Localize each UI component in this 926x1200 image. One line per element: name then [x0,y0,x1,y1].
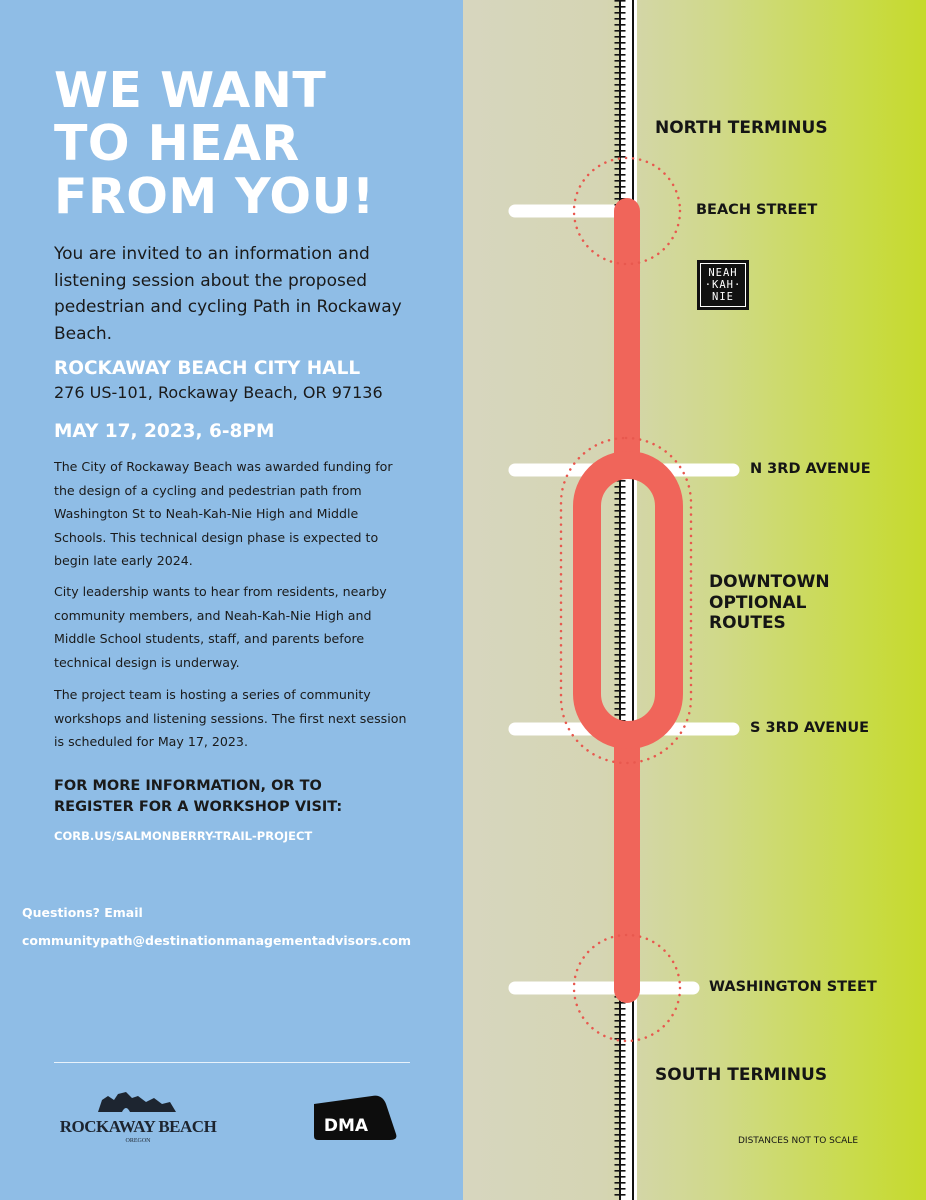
path-route-map [463,0,926,1200]
downtown-line-1: DOWNTOWN [709,572,830,592]
north-terminus-label: NORTH TERMINUS [655,118,828,138]
event-date: MAY 17, 2023, 6-8PM [54,421,275,442]
south-terminus-label: SOUTH TERMINUS [655,1065,828,1085]
invite-text: You are invited to an information and listening session about the proposed pedestrian and cycling Path in Rockaway Beach. [54,244,402,344]
headline-line-2: TO HEAR [54,115,300,172]
paragraph-funding: The City of Rockaway Beach was awarded funding for the design of a cycling and pedestrian path from Washington St to Neah-Kah-Nie High and Middle Schools. This technical design phase is expected to begin late early 2024. [54,459,393,568]
washington-street-label: WASHINGTON STEET [709,979,877,995]
venue-name: ROCKAWAY BEACH CITY HALL [54,358,361,379]
rockaway-logo-subtitle: OREGON [125,1138,151,1144]
more-info-heading [54,776,342,818]
contact-email-link[interactable]: communitypath@destinationmanagementadvisors.com [22,933,412,948]
paragraph-workshops: The project team is hosting a series of community workshops and listening sessions. The first next session is scheduled for May 17, 2023. [54,687,407,749]
rock-formation-icon [98,1092,176,1112]
distances-disclaimer: DISTANCES NOT TO SCALE [738,1136,859,1146]
questions-label: Questions? Email [22,905,143,920]
headline-line-3: FROM YOU! [54,168,375,225]
rockaway-beach-logo [59,1086,217,1156]
divider [54,1062,410,1063]
paragraph-leadership: City leadership wants to hear from residents, nearby community members, and Neah-Kah-Nie High and Middle School students, staff, and parents before technical design is underway. [54,584,387,670]
railway-track [615,0,633,1200]
beach-street-label: BEACH STREET [696,202,818,218]
headline-line-1: WE WANT [54,62,327,119]
rockaway-logo-title: ROCKAWAY BEACH [59,1117,217,1136]
nkn-line-3: NIE [712,291,734,303]
downtown-optional-routes-label [709,572,830,634]
s-3rd-avenue-label: S 3RD AVENUE [750,720,870,736]
more-info-line-2: REGISTER FOR A WORKSHOP VISIT: [54,799,343,815]
headline [54,64,375,223]
downtown-line-2: OPTIONAL [709,592,807,613]
dma-logo [310,1092,400,1144]
n-3rd-avenue-label: N 3RD AVENUE [750,461,871,477]
nkn-line-1: NEAH [708,267,738,279]
nkn-line-2: ·KAH· [704,279,742,291]
project-url-link[interactable]: CORB.US/SALMONBERRY-TRAIL-PROJECT [54,829,313,843]
downtown-line-3: ROUTES [709,613,786,633]
neah-kah-nie-logo [697,260,749,310]
more-info-line-1: FOR MORE INFORMATION, OR TO [54,778,322,794]
dma-logo-text: DMA [323,1116,369,1136]
venue-address: 276 US-101, Rockaway Beach, OR 97136 [54,383,383,402]
